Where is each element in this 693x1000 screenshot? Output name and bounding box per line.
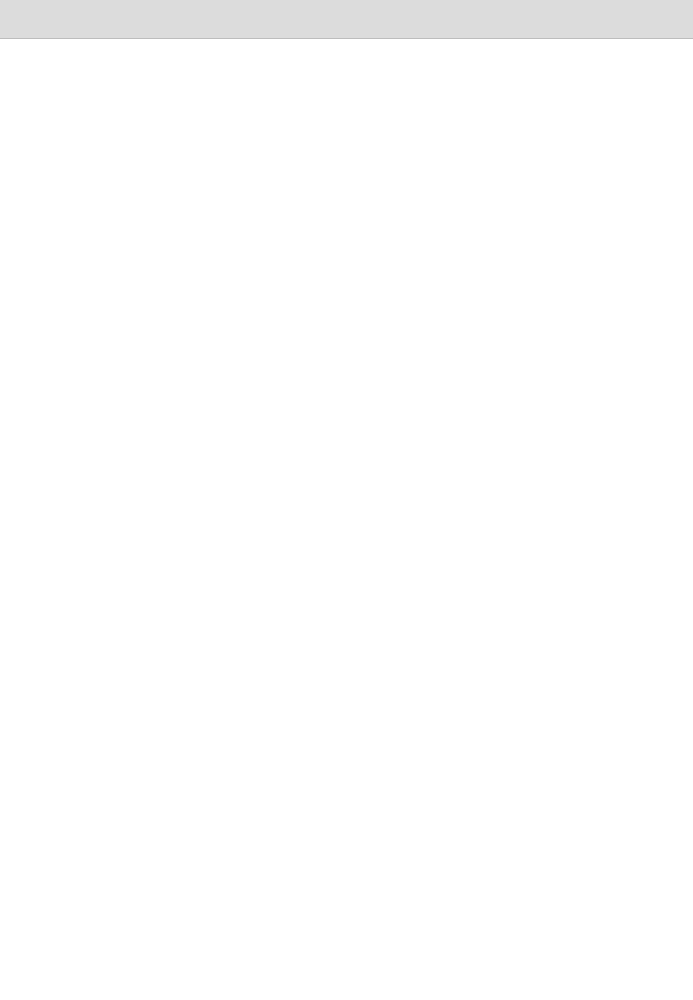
running-header	[0, 0, 693, 39]
